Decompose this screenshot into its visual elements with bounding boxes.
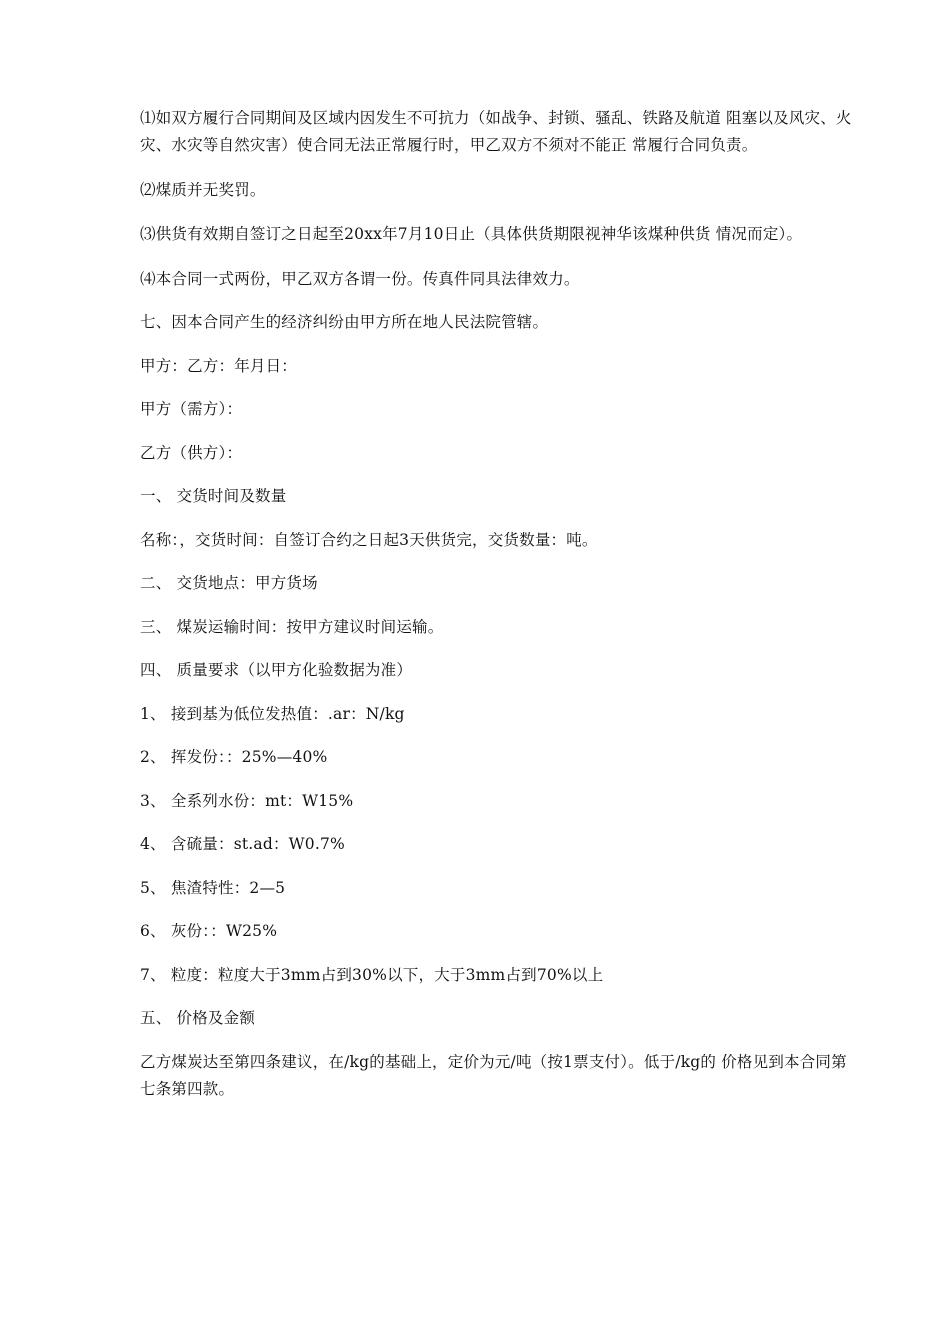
document-body — [140, 105, 856, 1121]
section-delivery-location: 二、 交货地点：甲方货场 — [140, 574, 318, 592]
quality-item-coke-residue: 5、 焦渣特性：2—5 — [140, 878, 286, 897]
quality-item-particle-size: 7、 粒度：粒度大于3mm占到30%以下，大于3mm占到70%以上 — [140, 965, 604, 984]
delivery-details: 名称：，交货时间：自签订合约之日起3天供货完，交货数量：吨。 — [140, 530, 598, 549]
quality-item-moisture: 3、 全系列水份：mt：W15% — [140, 791, 354, 810]
price-details: 乙方煤炭达至第四条建议，在/kg的基础上，定价为元/吨（按1票支付）。低于/kg的 价格见到本合同第七条第四款。 — [140, 1052, 847, 1098]
clause-force-majeure: ⑴如双方履行合同期间及区域内因发生不可抗力（如战争、封锁、骚乱、铁路及航道 阻塞以及风灾、火灾、水灾等自然灾害）使合同无法正常履行时，甲乙双方不须对不能正 常履行合同负责。 — [140, 109, 852, 154]
clause-copies: ⑷本合同一式两份，甲乙双方各谓一份。传真件同具法律效力。 — [140, 269, 580, 288]
quality-item-heat-value: 1、 接到基为低位发热值：.ar：N/kg — [140, 704, 405, 723]
quality-item-volatile: 2、 挥发份：：25%—40% — [140, 748, 328, 766]
section-quality-requirements: 四、 质量要求（以甲方化验数据为准） — [140, 661, 413, 679]
clause-jurisdiction: 七、因本合同产生的经济纠纷由甲方所在地人民法院管辖。 — [140, 313, 549, 331]
clause-coal-quality: ⑵煤质并无奖罚。 — [140, 181, 266, 199]
quality-item-ash: 6、 灰份：：W25% — [140, 922, 278, 940]
clause-supply-period: ⑶供货有效期自签订之日起至20xx年7月10日止（具体供货期限视神华该煤种供货 情况而定）。 — [140, 224, 803, 243]
section-transport-time: 三、 煤炭运输时间：按甲方建议时间运输。 — [140, 617, 444, 636]
section-price: 五、 价格及金额 — [140, 1009, 256, 1027]
section-delivery-time: 一、 交货时间及数量 — [140, 487, 287, 505]
party-b-label: 乙方（供方）： — [140, 443, 243, 462]
party-a-label: 甲方（需方）： — [140, 400, 243, 418]
quality-item-sulfur: 4、 含硫量：st.ad：W0.7% — [140, 835, 345, 853]
signature-line: 甲方：乙方：年月日： — [140, 356, 298, 375]
